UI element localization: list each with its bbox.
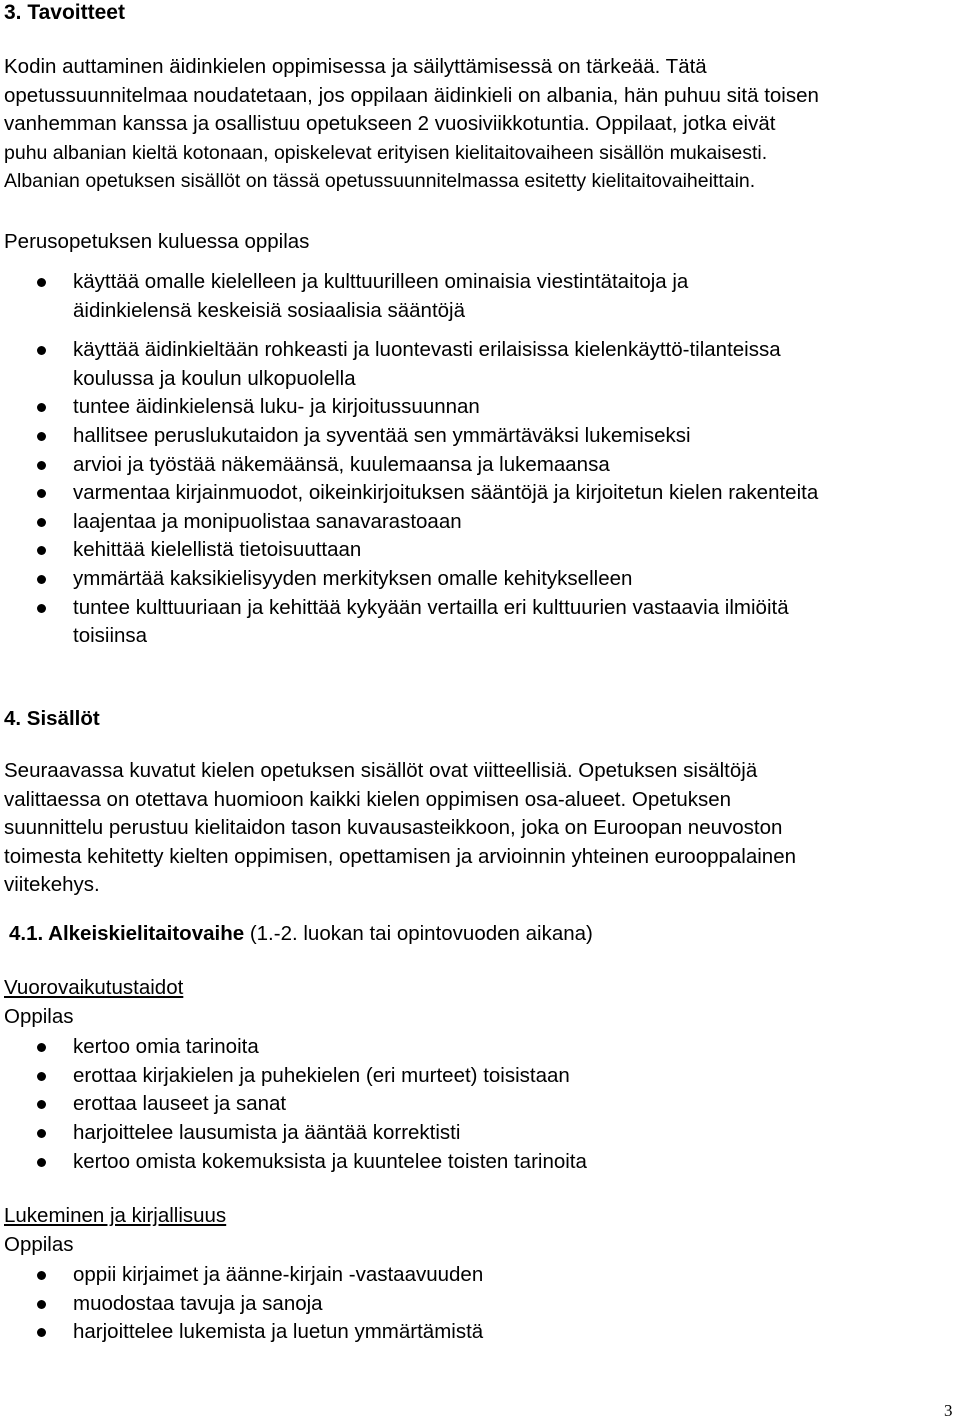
intro-line: viitekehys. [4,873,100,897]
list-item: kertoo omia tarinoita [4,1033,954,1062]
subsection-4-1-heading: 4.1. Alkeiskielitaitovaihe (1.-2. luokan tai opintovuoden aikana) [9,922,593,945]
bullet-icon [37,604,46,613]
intro-line: suunnittelu perustuu kielitaidon tason kuvausasteikkoon, joka on Euroopan neuvoston [4,816,783,840]
intro-line: vanhemman kanssa ja osallistuu opetukseen 2 vuosiviikkotuntia. Oppilaat, jotka eivät [4,112,776,136]
interaction-title: Vuorovaikutustaidot [4,976,184,999]
intro-line: opetussuunnitelmaa noudatetaan, jos oppilaan äidinkieli on albania, hän puhuu sitä toisen [4,83,819,107]
list-item: erottaa kirjakielen ja puhekielen (eri murteet) toisistaan [4,1062,954,1091]
reading-lead: Oppilas [4,1232,74,1256]
section-4-heading: 4. Sisällöt [4,707,100,730]
list-item: laajentaa ja monipuolistaa sanavarastoaan [4,508,954,537]
bullet-icon [37,278,46,287]
section-4-intro [4,757,796,900]
reading-block [4,1202,954,1347]
bullet-icon [37,575,46,584]
bullet-icon [37,1100,46,1109]
reading-list [4,1261,954,1347]
list-item: arvioi ja työstää näkemäänsä, kuulemaansa ja lukemaansa [4,451,954,480]
page-number: 3 [944,1401,953,1420]
intro-line: toimesta kehitetty kielten oppimisen, opettamisen ja arvioinnin yhteinen eurooppalainen [4,844,797,868]
list-item: ymmärtää kaksikielisyyden merkityksen omalle kehitykselleen [4,565,954,594]
list-item: harjoittelee lukemista ja luetun ymmärtämistä [4,1318,954,1347]
bullet-icon [37,489,46,498]
bullet-icon [37,461,46,470]
list-item: käyttää äidinkieltään rohkeasti ja luontevasti erilaisissa kielenkäyttö-tilanteissa koulussa ja koulun ulkopuolella [4,336,954,393]
list-item: tuntee äidinkielensä luku- ja kirjoitussuunnan [4,393,954,422]
list-item: tuntee kulttuuriaan ja kehittää kykyään vertailla eri kulttuurien vastaavia ilmiöitä toisiinsa [4,594,954,651]
bullet-icon [37,1271,46,1280]
bullet-icon [37,403,46,412]
list-item: varmentaa kirjainmuodot, oikeinkirjoituksen sääntöjä ja kirjoitetun kielen rakenteita [4,479,954,508]
bullet-icon [37,1300,46,1309]
reading-title: Lukeminen ja kirjallisuus [4,1204,227,1227]
goals-list [4,268,954,651]
list-item: kehittää kielellistä tietoisuuttaan [4,536,954,565]
intro-line: valittaessa on otettava huomioon kaikki kielen oppimisen osa-alueet. Opetuksen [4,787,732,811]
intro-line: Seuraavassa kuvatut kielen opetuksen sisällöt ovat viitteellisiä. Opetuksen sisältöjä [4,759,758,782]
list-item: erottaa lauseet ja sanat [4,1090,954,1119]
list-item: kertoo omista kokemuksista ja kuuntelee toisten tarinoita [4,1148,954,1177]
intro-line: Kodin auttaminen äidinkielen oppimisessa ja säilyttämisessä on tärkeää. Tätä [4,55,707,78]
list-item: muodostaa tavuja ja sanoja [4,1290,954,1319]
bullet-icon [37,518,46,527]
interaction-block [4,974,954,1176]
list-item: harjoittelee lausumista ja ääntää korrektisti [4,1119,954,1148]
section-3-heading: 3. Tavoitteet [4,1,125,24]
bullet-icon [37,1072,46,1081]
intro-line: Albanian opetuksen sisällöt on tässä opetussuunnitelmassa esitetty kielitaitovaiheittain. [4,170,756,193]
interaction-lead: Oppilas [4,1004,74,1028]
goals-lead: Perusopetuksen kuluessa oppilas [4,230,310,253]
bullet-icon [37,432,46,441]
bullet-icon [37,546,46,555]
bullet-icon [37,346,46,355]
section-3-intro [4,53,819,196]
intro-line: puhu albanian kieltä kotonaan, opiskelevat erityisen kielitaitovaiheen sisällön mukaisesti. [4,141,768,164]
interaction-list [4,1033,954,1176]
list-item: oppii kirjaimet ja äänne-kirjain -vastaavuuden [4,1261,954,1290]
bullet-icon [37,1158,46,1167]
bullet-icon [37,1043,46,1052]
list-item: käyttää omalle kielelleen ja kulttuurilleen ominaisia viestintätaitoja ja äidinkielensä keskeisiä sosiaalisia sääntöjä [4,268,954,325]
list-item: hallitsee peruslukutaidon ja syventää sen ymmärtäväksi lukemiseksi [4,422,954,451]
bullet-icon [37,1328,46,1337]
bullet-icon [37,1129,46,1138]
